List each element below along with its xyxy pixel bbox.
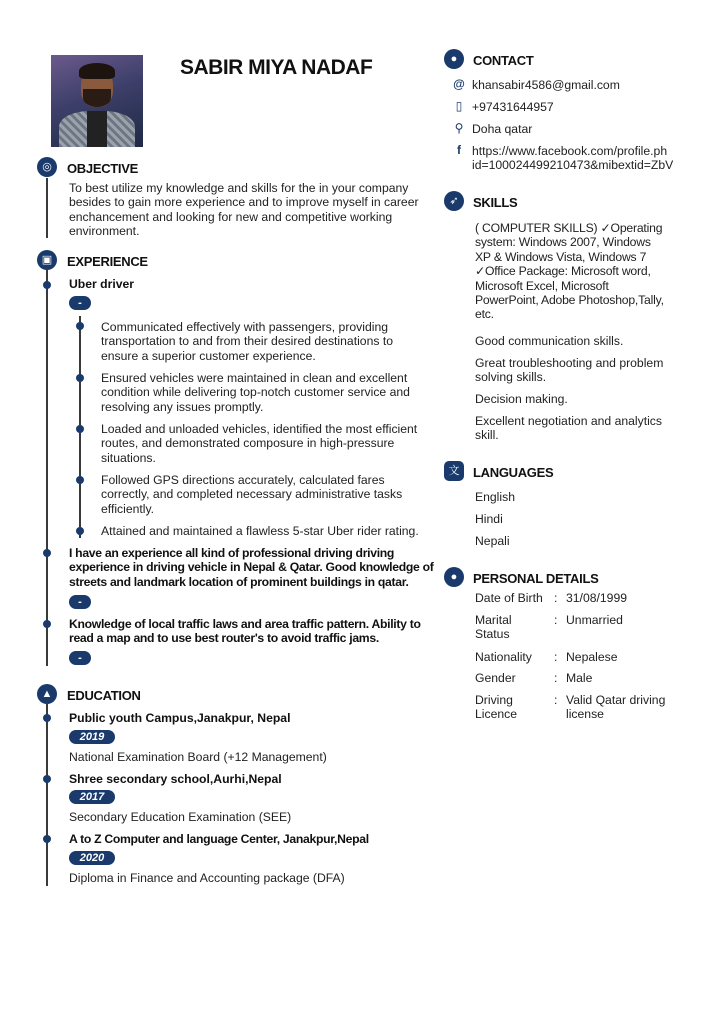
graduation-cap-icon: ▲ [37, 684, 57, 704]
user-icon: ● [444, 49, 464, 69]
skills-heading: SKILLS [473, 195, 518, 210]
school-name: Shree secondary school,Aurhi,Nepal [69, 772, 282, 786]
candidate-name: SABIR MIYA NADAF [180, 56, 373, 79]
licence-value: Valid Qatar driving license [566, 693, 666, 722]
colon: : [554, 671, 558, 685]
person-icon: ● [444, 567, 464, 587]
school-name: Public youth Campus,Janakpur, Nepal [69, 711, 291, 725]
bullet-dot [76, 476, 84, 484]
briefcase-icon: ▣ [37, 250, 57, 270]
education-timeline [46, 704, 48, 886]
rocket-icon: ➶ [444, 191, 464, 211]
contact-facebook[interactable]: https://www.facebook.com/profile.ph id=100024499210473&mibextid=ZbV [472, 144, 674, 173]
skill-communication: Good communication skills. [475, 334, 624, 348]
education-heading: EDUCATION [67, 688, 141, 703]
personal-details-heading: PERSONAL DETAILS [473, 571, 599, 586]
job-date-badge: - [69, 651, 91, 665]
timeline-dot [43, 714, 51, 722]
timeline-dot [43, 835, 51, 843]
at-icon: @ [453, 77, 465, 91]
language-item: English [475, 490, 515, 504]
skill-computer: ( COMPUTER SKILLS) ✓Operating system: Windows 2007, Windows XP & Windows Vista, Windows 7 ✓Office Package: Microsoft word, Microsoft Excel, Microsoft PowerPoint, Adobe Photoshop,Tally, etc. [475, 221, 664, 322]
profile-photo [51, 55, 143, 147]
language-item: Nepali [475, 534, 510, 548]
job-description: I have an experience all kind of professional driving driving experience in driving vehicle in Nepal & Qatar. Good knowledge of streets and landmark location of prominent buildings in qatar. [69, 546, 434, 589]
timeline-dot [43, 549, 51, 557]
objective-line [46, 178, 48, 238]
bullet-dot [76, 322, 84, 330]
dob-value: 31/08/1999 [566, 591, 627, 605]
contact-phone[interactable]: +97431644957 [472, 100, 554, 114]
objective-text: To best utilize my knowledge and skills for the in your company besides to gain more experience and to improve myself in career enchancement and looking for new and competitive working environment. [69, 181, 419, 239]
dob-label: Date of Birth [475, 591, 543, 605]
contact-location: Doha qatar [472, 122, 533, 136]
colon: : [554, 650, 558, 664]
colon: : [554, 613, 558, 627]
degree: Secondary Education Examination (SEE) [69, 810, 292, 824]
mobile-phone-icon: ▯ [455, 99, 463, 113]
language-item: Hindi [475, 512, 503, 526]
licence-label: Driving Licence [475, 693, 518, 722]
skill-negotiation: Excellent negotiation and analytics skill. [475, 414, 662, 443]
colon: : [554, 591, 558, 605]
bullet-dot [76, 374, 84, 382]
year-badge: 2019 [69, 730, 115, 744]
job-bullet: Loaded and unloaded vehicles, identified the most efficient routes, and demonstrated composure in high-pressure situations. [101, 422, 418, 465]
colon: : [554, 693, 558, 707]
timeline-dot [43, 281, 51, 289]
experience-heading: EXPERIENCE [67, 254, 148, 269]
year-badge: 2017 [69, 790, 115, 804]
nationality-label: Nationality [475, 650, 532, 664]
job-bullet: Ensured vehicles were maintained in clean and excellent condition while delivering top-notch customer service and resolving any issues promptly. [101, 371, 410, 414]
school-name: A to Z Computer and language Center, Janakpur,Nepal [69, 832, 369, 846]
experience-timeline [46, 270, 48, 666]
skill-decision: Decision making. [475, 392, 568, 406]
degree: National Examination Board (+12 Management) [69, 750, 327, 764]
job-description: Knowledge of local traffic laws and area traffic pattern. Ability to read a map and to use best router's to avoid traffic jams. [69, 617, 421, 646]
map-pin-icon: ⚲ [454, 121, 464, 135]
bullet-dot [76, 425, 84, 433]
gender-value: Male [566, 671, 593, 685]
job-date-badge: - [69, 595, 91, 609]
languages-heading: LANGUAGES [473, 465, 554, 480]
objective-heading: OBJECTIVE [67, 161, 138, 176]
job-bullet: Followed GPS directions accurately, calculated fares correctly, and completed necessary administrative tasks efficiently. [101, 473, 403, 516]
target-icon: ◎ [37, 157, 57, 177]
marital-label: Marital Status [475, 613, 512, 642]
gender-label: Gender [475, 671, 516, 685]
timeline-dot [43, 620, 51, 628]
job-title: Uber driver [69, 277, 135, 291]
language-icon: 文 [444, 461, 464, 481]
job-bullet: Attained and maintained a flawless 5-star Uber rider rating. [101, 524, 419, 538]
skill-troubleshooting: Great troubleshooting and problem solving skills. [475, 356, 664, 385]
timeline-dot [43, 775, 51, 783]
nationality-value: Nepalese [566, 650, 618, 664]
contact-email[interactable]: khansabir4586@gmail.com [472, 78, 620, 92]
job-bullet: Communicated effectively with passengers, providing transportation to and from their desired destinations to ensure a superior customer experience. [101, 320, 393, 363]
facebook-icon: f [457, 143, 461, 157]
contact-heading: CONTACT [473, 53, 534, 68]
year-badge: 2020 [69, 851, 115, 865]
bullet-dot [76, 527, 84, 535]
job-date-badge: - [69, 296, 91, 310]
marital-value: Unmarried [566, 613, 623, 627]
degree: Diploma in Finance and Accounting package (DFA) [69, 871, 345, 885]
